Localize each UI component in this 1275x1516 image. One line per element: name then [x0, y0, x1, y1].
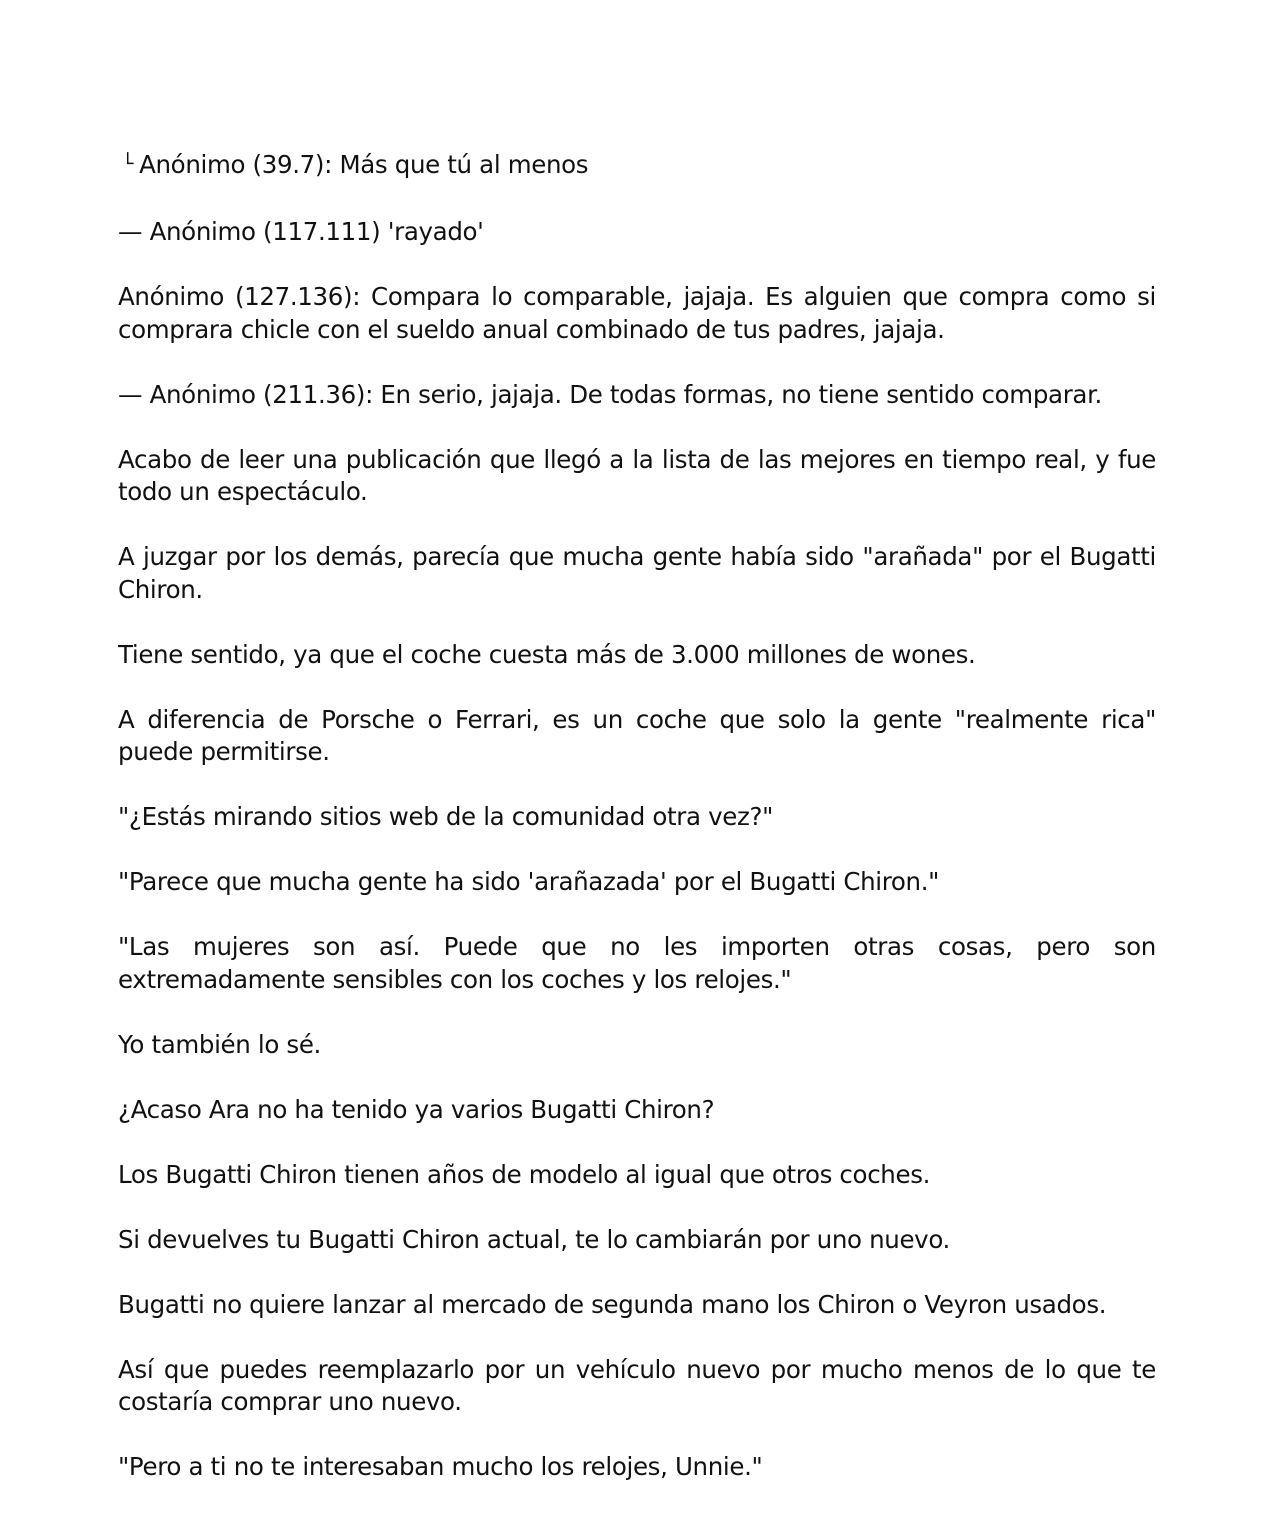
reply-mark: └	[122, 153, 134, 175]
dialogue-line: "¿Estás mirando sitios web de la comunidad otra vez?"	[118, 802, 774, 831]
paragraph: Acabo de leer una publicación que llegó a la lista de las mejores en tiempo real, y fue todo un espectáculo.	[118, 444, 1156, 506]
paragraph: Tiene sentido, ya que el coche cuesta más de 3.000 millones de wones.	[118, 639, 976, 669]
dialogue-line: "Las mujeres son así. Puede que no les importen otras cosas, pero son extremadamente sensibles con los coches y los relojes."	[118, 932, 1156, 994]
paragraph: Bugatti no quiere lanzar al mercado de segunda mano los Chiron o Veyron usados.	[118, 1289, 1107, 1319]
paragraph: ¿Acaso Ara no ha tenido ya varios Bugatti Chiron?	[118, 1094, 715, 1124]
document-page	[118, 149, 1156, 1516]
paragraph: Así que puedes reemplazarlo por un vehículo nuevo por mucho menos de lo que te costaría comprar uno nuevo.	[118, 1354, 1156, 1416]
paragraph: Yo también lo sé.	[118, 1029, 321, 1059]
paragraph-text: Anónimo (39.7): Más que tú al menos	[139, 150, 589, 179]
comment-line: — Anónimo (117.111) 'rayado'	[118, 217, 484, 246]
comment-line: Anónimo (127.136): Compara lo comparable, jajaja. Es alguien que compra como si comprara chicle con el sueldo anual combinado de tus padres, jajaja.	[118, 282, 1156, 344]
comment-line: — Anónimo (211.36): En serio, jajaja. De todas formas, no tiene sentido comparar.	[118, 379, 1102, 409]
paragraph: Si devuelves tu Bugatti Chiron actual, te lo cambiarán por uno nuevo.	[118, 1224, 950, 1254]
paragraph: Los Bugatti Chiron tienen años de modelo al igual que otros coches.	[118, 1159, 931, 1189]
dialogue-line: "Parece que mucha gente ha sido 'arañazada' por el Bugatti Chiron."	[118, 867, 940, 896]
paragraph: A diferencia de Porsche o Ferrari, es un coche que solo la gente "realmente rica" puede permitirse.	[118, 704, 1156, 766]
comment-reply	[118, 149, 1156, 184]
paragraph: A juzgar por los demás, parecía que mucha gente había sido "arañada" por el Bugatti Chiron.	[118, 542, 1156, 604]
dialogue-line: "Pero a ti no te interesaban mucho los relojes, Unnie."	[118, 1452, 763, 1481]
